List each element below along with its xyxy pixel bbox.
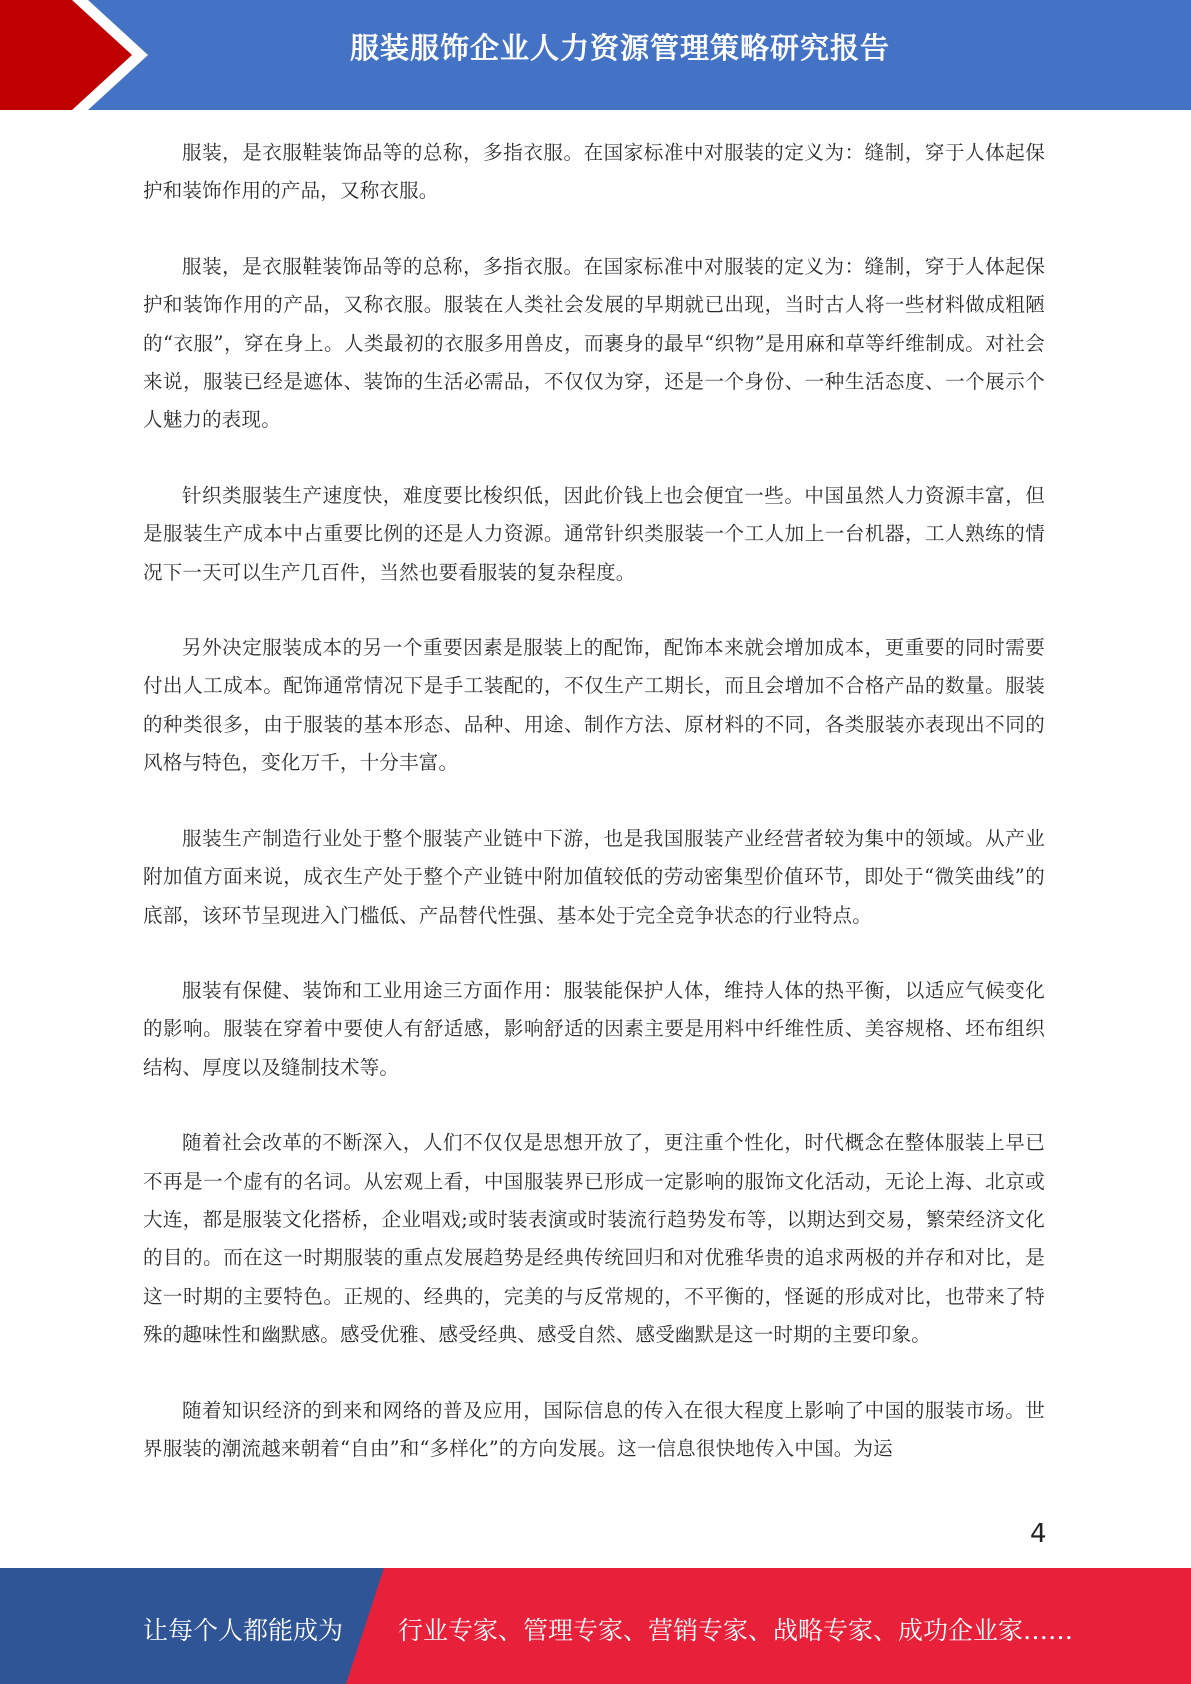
paragraph: 随着社会改革的不断深入，人们不仅仅是思想开放了，更注重个性化，时代概念在整体服装上早已不再是一个虚有的名词。从宏观上看，中国服装界已形成一定影响的服饰文化活动，无论上海、北京或大连，都是服装文化搭桥，企业唱戏;或时装表演或时装流行趋势发布等，以期达到交易，繁荣经济文化的目的。而在这一时期服装的重点发展趋势是经典传统回归和对优雅华贵的追求两极的并存和对比，是这一时期的主要特色。正规的、经典的，完美的与反常规的，不平衡的，怪诞的形成对比，也带来了特殊的趣味性和幽默感。感受优雅、感受经典、感受自然、感受幽默是这一时期的主要印象。: [143, 1131, 1045, 1347]
paragraph: 服装生产制造行业处于整个服装产业链中下游，也是我国服装产业经营者较为集中的领域。从产业附加值方面来说，成衣生产处于整个产业链中附加值较低的劳动密集型价值环节，即处于“微笑曲线”的底部，该环节呈现进入门槛低、产品替代性强、基本处于完全竞争状态的行业特点。: [143, 826, 1045, 927]
footer-slogan-left: 让每个人都能成为: [143, 1616, 344, 1645]
body-text: [143, 134, 1045, 1505]
paragraph: 随着知识经济的到来和网络的普及应用，国际信息的传入在很大程度上影响了中国的服装市场。世界服装的潮流越来朝着“自由”和“多样化”的方向发展。这一信息很快地传入中国。为运: [143, 1398, 1045, 1460]
paragraph: 针织类服装生产速度快，难度要比梭织低，因此价钱上也会便宜一些。中国虽然人力资源丰富，但是服装生产成本中占重要比例的还是人力资源。通常针织类服装一个工人加上一台机器，工人熟练的情况下一天可以生产几百件，当然也要看服装的复杂程度。: [143, 483, 1045, 584]
document-title: 服装服饰企业人力资源管理策略研究报告: [349, 31, 890, 65]
paragraph: 服装有保健、装饰和工业用途三方面作用：服装能保护人体，维持人体的热平衡，以适应气候变化的影响。服装在穿着中要使人有舒适感，影响舒适的因素主要是用料中纤维性质、美容规格、坯布组织结构、厚度以及缝制技术等。: [143, 978, 1045, 1079]
paragraph: 服装，是衣服鞋装饰品等的总称，多指衣服。在国家标准中对服装的定义为：缝制，穿于人体起保护和装饰作用的产品，又称衣服。: [143, 141, 1045, 203]
page-footer: [0, 1568, 1191, 1684]
paragraph: 另外决定服装成本的另一个重要因素是服装上的配饰，配饰本来就会增加成本，更重要的同时需要付出人工成本。配饰通常情况下是手工装配的，不仅生产工期长，而且会增加不合格产品的数量。服装的种类很多，由于服装的基本形态、品种、用途、制作方法、原材料的不同，各类服装亦表现出不同的风格与特色，变化万千，十分丰富。: [143, 636, 1045, 775]
page-header: [0, 0, 1191, 110]
page-number: 4: [1030, 1519, 1047, 1549]
paragraph: 服装，是衣服鞋装饰品等的总称，多指衣服。在国家标准中对服装的定义为：缝制，穿于人体起保护和装饰作用的产品，又称衣服。服装在人类社会发展的早期就已出现，当时古人将一些材料做成粗陋的“衣服”，穿在身上。人类最初的衣服多用兽皮，而裹身的最早“织物”是用麻和草等纤维制成。对社会来说，服装已经是遮体、装饰的生活必需品，不仅仅为穿，还是一个身份、一种生活态度、一个展示个人魅力的表现。: [143, 254, 1045, 432]
footer-slogan-right: 行业专家、管理专家、营销专家、战略专家、成功企业家……: [398, 1616, 1074, 1645]
